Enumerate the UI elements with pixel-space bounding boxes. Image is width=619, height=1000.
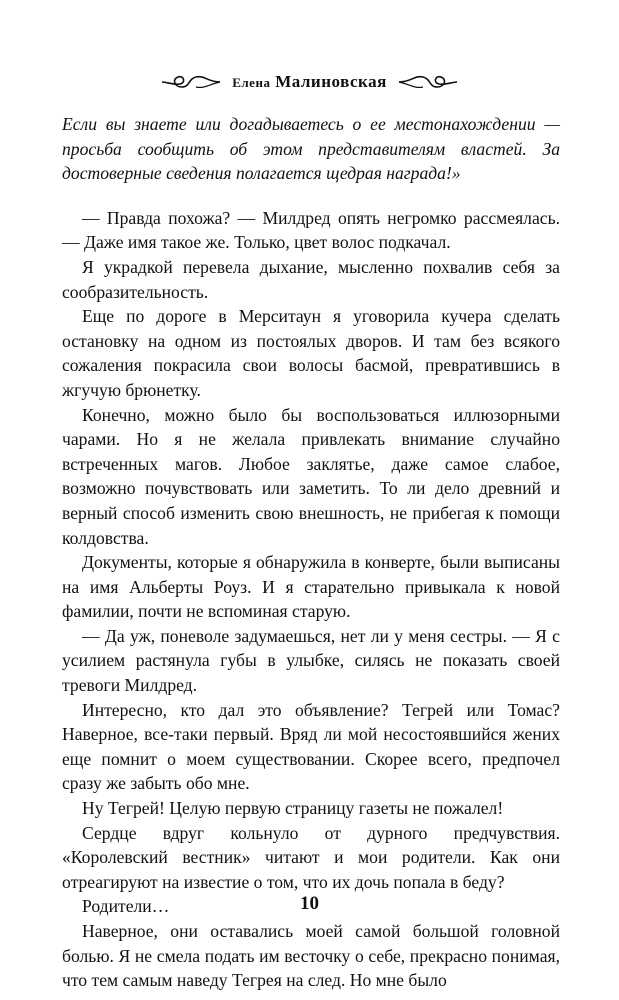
left-flourish-ornament	[160, 71, 222, 93]
page-number: 10	[300, 893, 319, 914]
paragraph: Ну Тегрей! Целую первую страницу газеты не пожалел!	[82, 798, 504, 819]
paragraph: Сердце вдруг кольнуло от дурного предчувствия. «Королевский вестник» читают и мои родители. Как они отреагируют на известие о том, что их дочь попала в беду?	[62, 822, 560, 892]
paragraph: Еще по дороге в Мерситаун я уговорила кучера сделать остановку на одном из постоялых дворов. И там без всякого сожаления покрасила свои волосы басмой, превратившись в жгучую брюнетку.	[62, 306, 560, 400]
paragraph: Я украдкой перевела дыхание, мысленно похвалив себя за сообразительность.	[62, 256, 560, 302]
author-name	[232, 72, 387, 92]
right-flourish-ornament	[397, 71, 459, 93]
paragraph: Родители…	[82, 896, 170, 917]
paragraph: Наверное, они оставались моей самой большой головной болью. Я не смела подать им весточку о себе, прекрасно понимая, что тем самым наведу Тегрея на след. Но мне было	[62, 921, 560, 991]
paragraph: — Да уж, поневоле задумаешься, нет ли у меня сестры. — Я с усилием растянула губы в улыбке, силясь не показать своей тревоги Милдред.	[62, 625, 560, 696]
paragraph: Документы, которые я обнаружила в конверте, были выписаны на имя Альберты Роуз. И я старательно привыкала к новой фамилии, почти не вспоминая старую.	[62, 552, 560, 622]
epigraph: Если вы знаете или догадываетесь о ее местонахождении — просьба сообщить об этом представителям властей. За достоверные сведения полагается щедрая награда!»	[62, 114, 560, 184]
page-body	[62, 112, 560, 993]
author-last-name: Малиновская	[275, 72, 387, 91]
paragraph: Интересно, кто дал это объявление? Тегрей или Томас? Наверное, все-таки первый. Вряд ли мой несостоявшийся жених еще помнит о моем существовании. Скорее всего, предпочел сразу же забыть обо мне.	[62, 699, 560, 794]
author-first-name: Елена	[232, 75, 271, 90]
running-header	[0, 68, 619, 96]
paragraph: Конечно, можно было бы воспользоваться иллюзорными чарами. Но я не желала привлекать внимание случайно встреченных магов. Любое заклятье, даже самое слабое, возможно почувствовать или заметить. То ли дело древний и верный способ изменить свою внешность, не прибегая к помощи колдовства.	[62, 404, 560, 548]
paragraph: — Правда похожа? — Милдред опять негромко рассмеялась. — Даже имя такое же. Только, цвет волос подкачал.	[62, 207, 560, 253]
